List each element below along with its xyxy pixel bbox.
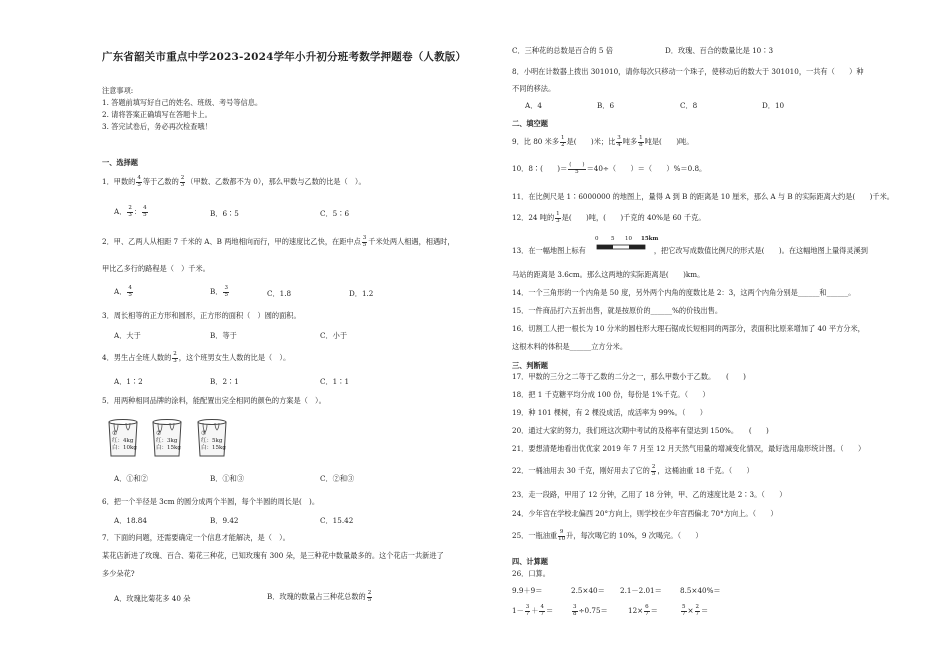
option-a[interactable]: A．4 [525, 101, 542, 110]
question-10: 10．8∶( )＝ $\frac{( )}{5}$ ＝40÷（ ）＝（ ）%＝0.8。 [512, 162, 707, 175]
option-c[interactable]: C．1∶1 [320, 377, 350, 386]
bucket-number: ① [112, 430, 118, 437]
option-c[interactable]: C．15.42 [320, 516, 354, 525]
option-b[interactable]: B．6∶5 [210, 209, 239, 218]
question-13-line2: 马站的距离是 3.6cm。那么这两地的实际距离是( )km。 [512, 270, 705, 279]
question-26: 26．口算。 [512, 569, 550, 578]
option-d[interactable]: D．1.2 [349, 289, 374, 298]
question-7-line2: 某花店新进了玫瑰、百合、菊花三种花，已知玫瑰有 300 朵，是三种花中数量最多的。这个花店一共新进了 [102, 551, 444, 560]
scale-label: 5 [611, 236, 615, 242]
notes-heading: 注意事项: [102, 86, 134, 95]
option-b[interactable]: B．6 [597, 101, 615, 110]
section-heading-calc: 四、计算题 [512, 557, 548, 566]
question-2-line2: 甲比乙多行的路程是（ ）千米。 [102, 264, 210, 273]
option-d[interactable]: D．玫瑰、百合的数量比是 10∶3 [665, 46, 774, 55]
bucket-red: 红：4kg [112, 438, 134, 444]
bucket-number: ③ [201, 430, 207, 437]
bucket-red: 红：3kg [156, 438, 178, 444]
question-20: 20．通过大家的努力，我们班这次期中考试的及格率有望达到 150%。 ( ) [512, 426, 769, 435]
page-title: 广东省韶关市重点中学2023-2024学年小升初分班考数学押题卷（人教版） [102, 51, 467, 63]
question-11: 11．在比例尺是 1∶6000000 的地图上，量得 A 到 B 的距离是 10 厘米，那么 A 与 B 的实际距离大约是( )千米。 [512, 192, 894, 201]
calc-item: 2.5×40＝ [571, 586, 605, 595]
calc-item: 12× $\frac{6}{7}$ ＝ [628, 604, 658, 617]
option-a[interactable]: A．①和② [114, 474, 148, 483]
question-21: 21．要想清楚地看出优优家 2019 年 7 月至 12 月天然气用量的增减变化情况，最好选用扇形统计图。（ ） [512, 444, 866, 453]
option-c[interactable]: C．小于 [320, 331, 348, 340]
question-25: 25．一瓶油重 $\frac{9}{10}$ 升，每次喝它的 10%，9 次喝完。（ ） [512, 529, 703, 542]
option-b[interactable]: B． $\frac{3}{5}$ [210, 285, 228, 298]
question-16: 16．切割工人把一根长为 10 分米的圆柱形大理石锯成长短相同的两部分，表面积比原来增加了 40 平方分米， [512, 324, 865, 333]
option-a[interactable]: A．18.84 [114, 516, 147, 525]
scale-label: 10 [625, 236, 632, 242]
question-18: 18．把 1 千克糖平均分成 100 份，每份是 1%千克。（ ） [512, 390, 710, 399]
option-b[interactable]: B．玫瑰的数量占三种花总数的 $\frac{2}{5}$ [267, 590, 372, 603]
question-4: 4．男生占全班人数的 $\frac{2}{3}$ ，这个班男女生人数的比是（ ）。 [102, 351, 291, 364]
question-9: 9．比 80 米多 $\frac{1}{2}$ 是( )米；比 $\frac{3}{4}$ 吨多 $\frac{1}{8}$ 吨是( )吨。 [512, 135, 694, 148]
scale-label: 15km [641, 236, 659, 242]
scale-label: 0 [595, 236, 599, 242]
note-item: 3. 答完试卷后，务必再次检查哦！ [102, 122, 212, 131]
question-3: 3．周长相等的正方形和圆形，正方形的面积（ ）圆的面积。 [102, 311, 301, 320]
calc-item: 2.1－2.01＝ [620, 586, 662, 595]
question-13: 13．在一幅地图上标有 ，把它改写成数值比例尺的形式是( )。在这幅地图上量得灵溪到 [512, 246, 868, 255]
option-a[interactable]: A．1∶2 [114, 377, 143, 386]
map-scale-bar [595, 236, 661, 256]
question-15: 15．一件商品打六五折出售，就是按原价的______%的价钱出售。 [512, 306, 723, 315]
question-16-line2: 这根木料的体积是______立方分米。 [512, 342, 628, 351]
calc-item: 1－ $\frac{3}{7}$ ＋ $\frac{4}{7}$ ＝ [512, 604, 554, 617]
bucket-red: 红：5kg [201, 438, 223, 444]
question-23: 23．走一段路，甲用了 12 分钟，乙用了 18 分钟，甲、乙的速度比是 2∶3。（ ） [512, 490, 787, 499]
paint-bucket-3 [193, 418, 231, 462]
option-c[interactable]: C．1.8 [267, 289, 292, 298]
option-b[interactable]: B．①和③ [210, 474, 245, 483]
bucket-number: ② [156, 430, 162, 437]
option-b[interactable]: B．等于 [210, 331, 237, 340]
option-a[interactable]: A． $\frac{4}{5}$ [114, 285, 132, 298]
question-6: 6．把一个半径是 3cm 的圆分成两个半圆，每个半圆的周长是( )。 [102, 497, 320, 506]
section-heading-choice: 一、选择题 [102, 158, 138, 167]
question-14: 14．一个三角形的一个内角是 50 度，另外两个内角的度数比是 2：3，这两个内角分别是______和______。 [512, 288, 856, 297]
option-c[interactable]: C．②和③ [320, 474, 355, 483]
bucket-white: 白：15kg [156, 445, 181, 451]
question-2: 2．甲、乙两人从相距 7 千米的 A、B 两地相向而行，甲的速度比乙快，在距中点 $\frac{3}{5}$ 千米处两人相遇，相遇时， [102, 235, 455, 248]
calc-item: 9.9＋9＝ [512, 586, 543, 595]
question-5: 5．用两种相同品牌的涂料，能配置出完全相同的颜色的方案是（ ）。 [102, 396, 326, 405]
note-item: 2. 请将答案正确填写在答题卡上。 [102, 110, 212, 119]
question-19: 19．种 101 棵树，有 2 棵没成活，成活率为 99%。（ ） [512, 408, 707, 417]
bucket-white: 白：15kg [201, 445, 226, 451]
calc-item: 8.5×40%＝ [680, 586, 721, 595]
option-a[interactable]: A． $\frac{2}{3}$ ： $\frac{4}{5}$ [114, 205, 147, 218]
question-17: 17．甲数的三分之二等于乙数的二分之一，那么甲数小于乙数。 ( ) [512, 372, 746, 381]
question-7-line3: 多少朵花? [102, 569, 135, 578]
option-c[interactable]: C．三种花的总数是百合的 5 倍 [512, 46, 613, 55]
section-heading-judge: 三、判断题 [512, 361, 548, 370]
question-22: 22．一桶油用去 30 千克，刚好用去了它的 $\frac{2}{5}$ ，这桶油重 18 千克。（ ） [512, 464, 754, 477]
section-heading-fill: 二、填空题 [512, 119, 548, 128]
paint-bucket-2 [148, 418, 186, 462]
question-8-line2: 不同的移法。 [512, 84, 556, 93]
calc-item: $\frac{5}{7}$ × $\frac{2}{7}$ ＝ [682, 604, 709, 617]
question-7: 7．下面的问题，还需要确定一个信息才能解决，是（ ）。 [102, 533, 290, 542]
question-12: 12．24 吨的 $\frac{1}{3}$ 是( )吨，( )千克的 40%是 60 千克。 [512, 211, 706, 224]
option-c[interactable]: C．8 [680, 101, 698, 110]
option-b[interactable]: B．2∶1 [210, 377, 239, 386]
option-d[interactable]: D．10 [762, 101, 785, 110]
question-1: 1．甲数的 $\frac{4}{5}$ 等于乙数的 $\frac{2}{3}$ （甲数、乙数都不为 0），那么甲数与乙数的比是（ ）。 [102, 175, 366, 188]
option-a[interactable]: A．玫瑰比菊花多 40 朵 [114, 594, 191, 603]
bucket-white: 白：10kg [112, 445, 137, 451]
option-b[interactable]: B．9.42 [210, 516, 239, 525]
note-item: 1. 答题前填写好自己的姓名、班级、考号等信息。 [102, 98, 263, 107]
option-c[interactable]: C．5∶6 [320, 209, 350, 218]
question-24: 24．少年宫在学校北偏西 20°方向上，则学校在少年宫西偏北 70°方向上。（ ） [512, 509, 778, 518]
calc-item: $\frac{3}{8}$ ÷0.75＝ [573, 604, 608, 617]
option-a[interactable]: A．大于 [114, 331, 141, 340]
paint-bucket-1 [104, 418, 142, 462]
question-8: 8．小明在计数器上拨出 301010，请你每次只移动一个珠子，使移动后的数大于 301010，一共有（ ）种 [512, 67, 864, 76]
